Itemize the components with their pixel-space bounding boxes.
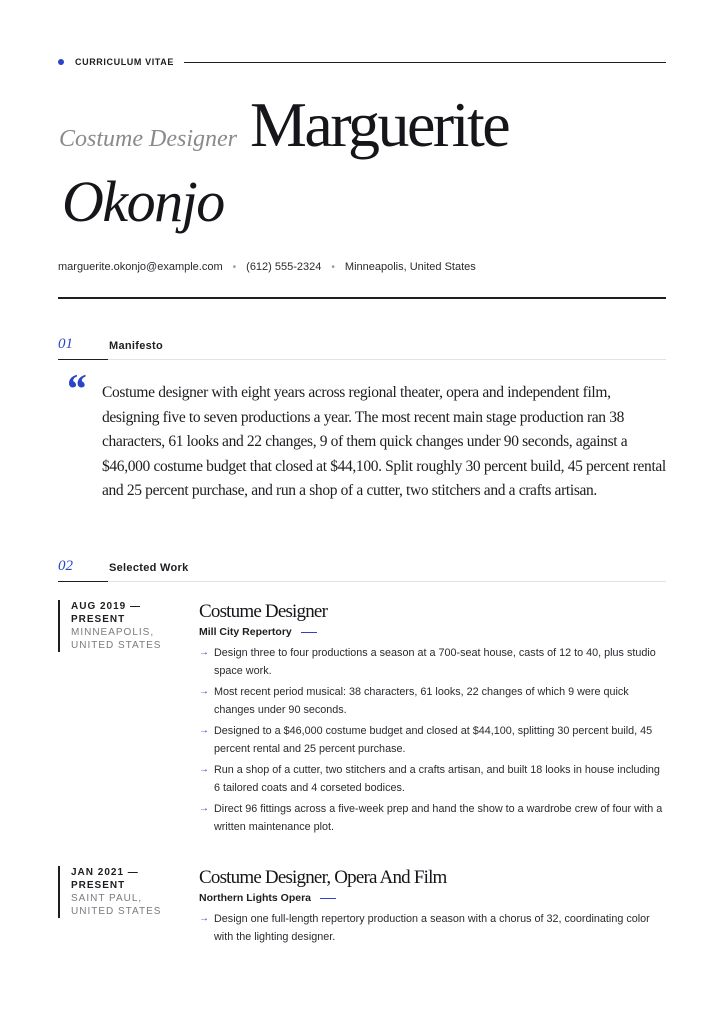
last-name: Okonjo [62, 169, 224, 234]
bullet-item [199, 761, 666, 797]
contact-separator: • [232, 261, 237, 273]
bullet-text: Design one full-length repertory production a season with a chorus of 32, coordinating color with the lighting designer. [214, 913, 650, 943]
company-dash [320, 898, 336, 899]
bullet-item [199, 910, 666, 946]
job-location: SAINT PAUL, UNITED STATES [71, 893, 162, 917]
bullet-text: Most recent period musical: 38 characters, 61 looks, 22 changes of which 9 were quick changes under 90 seconds. [214, 686, 629, 716]
job-company [199, 892, 666, 904]
arrow-right-icon: → [199, 725, 209, 736]
header-divider [58, 297, 666, 299]
manifesto-text: Costume designer with eight years across regional theater, opera and independent film, designing five to seven productions a year. The most recent main stage production ran 38 characters, 61 looks and 22 changes, 9 of them quick changes under 90 seconds, against a $46,000 costume budget that closed at $44,100. Split roughly 30 percent build, 45 percent rental and 25 percent purchase, and run a shop of a cutter, two stitchers and a crafts artisan. [102, 384, 666, 500]
contact-line [58, 261, 476, 273]
section-rule-accent [58, 359, 108, 360]
eyebrow-label: CURRICULUM VITAE [75, 57, 174, 67]
company-name: Northern Lights Opera [199, 892, 312, 904]
job-meta [58, 866, 168, 918]
bullet-text: Designed to a $46,000 costume budget and closed at $44,100, splitting 30 percent build, 45 percent rental and 25 percent purchase. [214, 725, 653, 755]
arrow-right-icon: → [199, 803, 209, 814]
bullet-text: Run a shop of a cutter, two stitchers and a crafts artisan, and built 18 looks in house including 6 tailored coats and 4 corseted bodices. [214, 764, 660, 794]
job-title: Costume Designer, Opera And Film [199, 867, 447, 888]
contact-location: Minneapolis, United States [344, 261, 476, 273]
job-dates: JAN 2021 — PRESENT [71, 867, 139, 891]
arrow-right-icon: → [199, 764, 209, 775]
section-number: 02 [58, 558, 73, 574]
bullet-item [199, 800, 666, 836]
accent-dot-icon [58, 59, 64, 65]
section-title: Manifesto [109, 340, 164, 352]
section-rule-accent [58, 581, 108, 582]
job-location: MINNEAPOLIS, UNITED STATES [71, 627, 162, 651]
job-bullets [199, 644, 666, 836]
eyebrow-rule [184, 62, 666, 63]
section-header-selected-work [58, 558, 666, 584]
section-number: 01 [58, 336, 73, 352]
arrow-right-icon: → [199, 913, 209, 924]
section-header-manifesto [58, 336, 666, 362]
arrow-right-icon: → [199, 647, 209, 658]
bullet-item [199, 683, 666, 719]
first-name: Marguerite [250, 89, 509, 160]
contact-phone[interactable]: (612) 555-2324 [246, 261, 322, 273]
quote-icon: “ [65, 367, 86, 413]
contact-email[interactable]: marguerite.okonjo@example.com [58, 261, 223, 273]
section-rule [108, 581, 666, 582]
company-dash [301, 632, 317, 633]
section-rule [108, 359, 666, 360]
job-bullets [199, 910, 666, 946]
job-company [199, 626, 666, 638]
company-name: Mill City Repertory [199, 626, 292, 638]
job-title: Costume Designer [199, 601, 328, 622]
bullet-text: Direct 96 fittings across a five-week prep and hand the show to a wardrobe crew of four with a written maintenance plot. [214, 803, 663, 833]
job-body [199, 600, 666, 839]
role-title: Costume Designer [59, 126, 237, 152]
arrow-right-icon: → [199, 686, 209, 697]
section-title: Selected Work [109, 562, 189, 574]
bullet-item [199, 722, 666, 758]
job-dates: AUG 2019 — PRESENT [71, 601, 142, 625]
bullet-text: Design three to four productions a season at a 700-seat house, casts of 12 to 40, plus studio space work. [214, 647, 656, 677]
bullet-item [199, 644, 666, 680]
contact-separator: • [331, 261, 335, 273]
job-meta [58, 600, 168, 652]
eyebrow [58, 56, 666, 68]
job-body [199, 866, 666, 949]
